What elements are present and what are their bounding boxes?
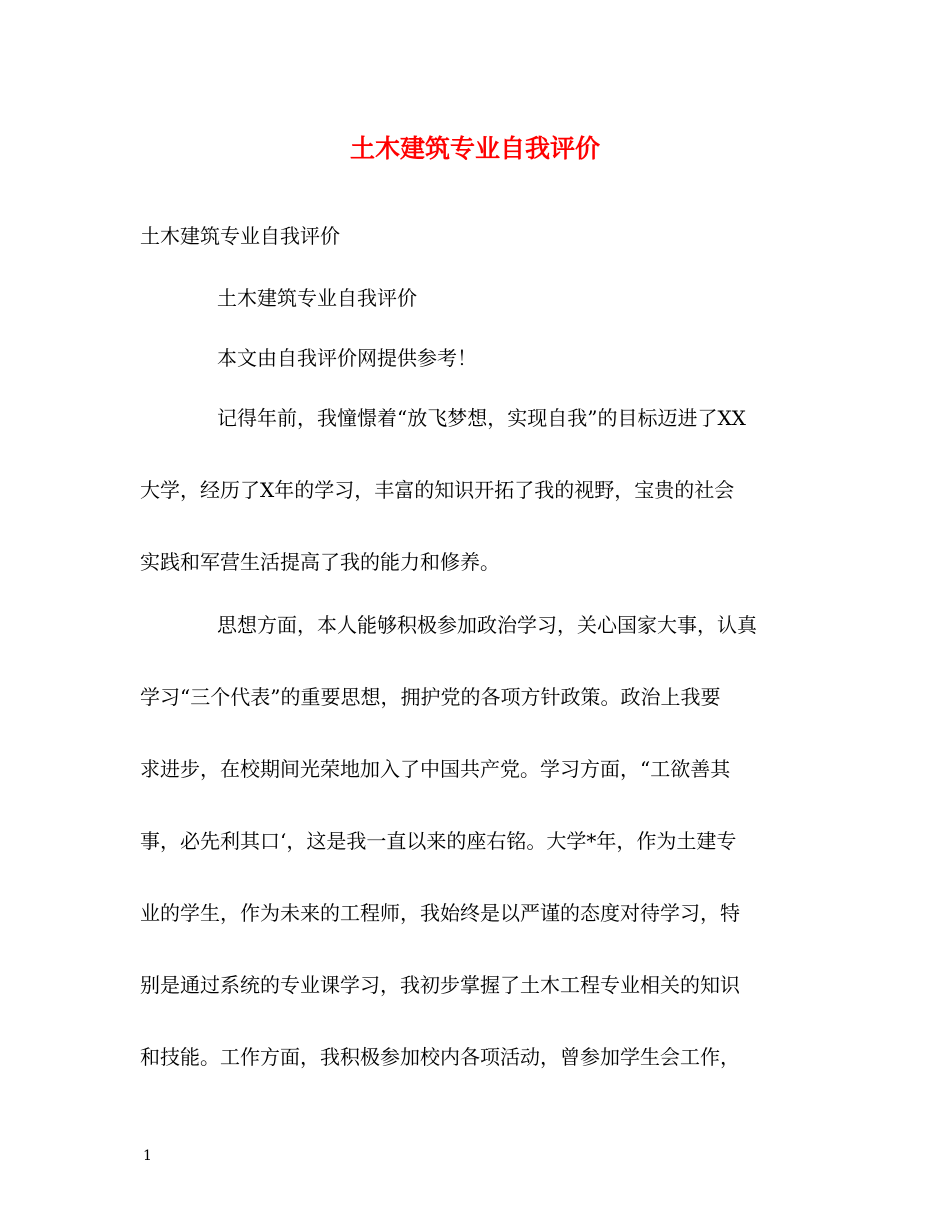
text-line: 实践和军营生活提高了我的能力和修养。 [140,550,500,574]
text-line: 土木建筑专业自我评价 [140,224,340,248]
text-line: 思想方面，本人能够积极参加政治学习，关心国家大事，认真 [217,613,757,637]
text-line: 和技能。工作方面，我积极参加校内各项活动，曾参加学生会工作， [140,1045,740,1069]
text-line: 事，必先利其口‘，这是我一直以来的座右铭。大学*年，作为土建专 [140,829,737,853]
page-number: 1 [143,1148,152,1164]
text-line: 别是通过系统的专业课学习，我初步掌握了土木工程专业相关的知识 [140,973,740,997]
text-line: 业的学生，作为未来的工程师，我始终是以严谨的态度对待学习，特 [140,901,740,925]
text-line: 大学，经历了X年的学习，丰富的知识开拓了我的视野，宝贵的社会 [140,478,735,502]
text-line: 土木建筑专业自我评价 [217,286,417,310]
text-line: 学习“三个代表”的重要思想，拥护党的各项方针政策。政治上我要 [140,685,721,709]
text-line: 本文由自我评价网提供参考！ [217,346,477,370]
text-line: 求进步，在校期间光荣地加入了中国共产党。学习方面，“工欲善其 [140,757,731,781]
page-title: 土木建筑专业自我评价 [349,134,600,163]
text-line: 记得年前，我憧憬着“放飞梦想，实现自我”的目标迈进了XX [217,406,746,430]
